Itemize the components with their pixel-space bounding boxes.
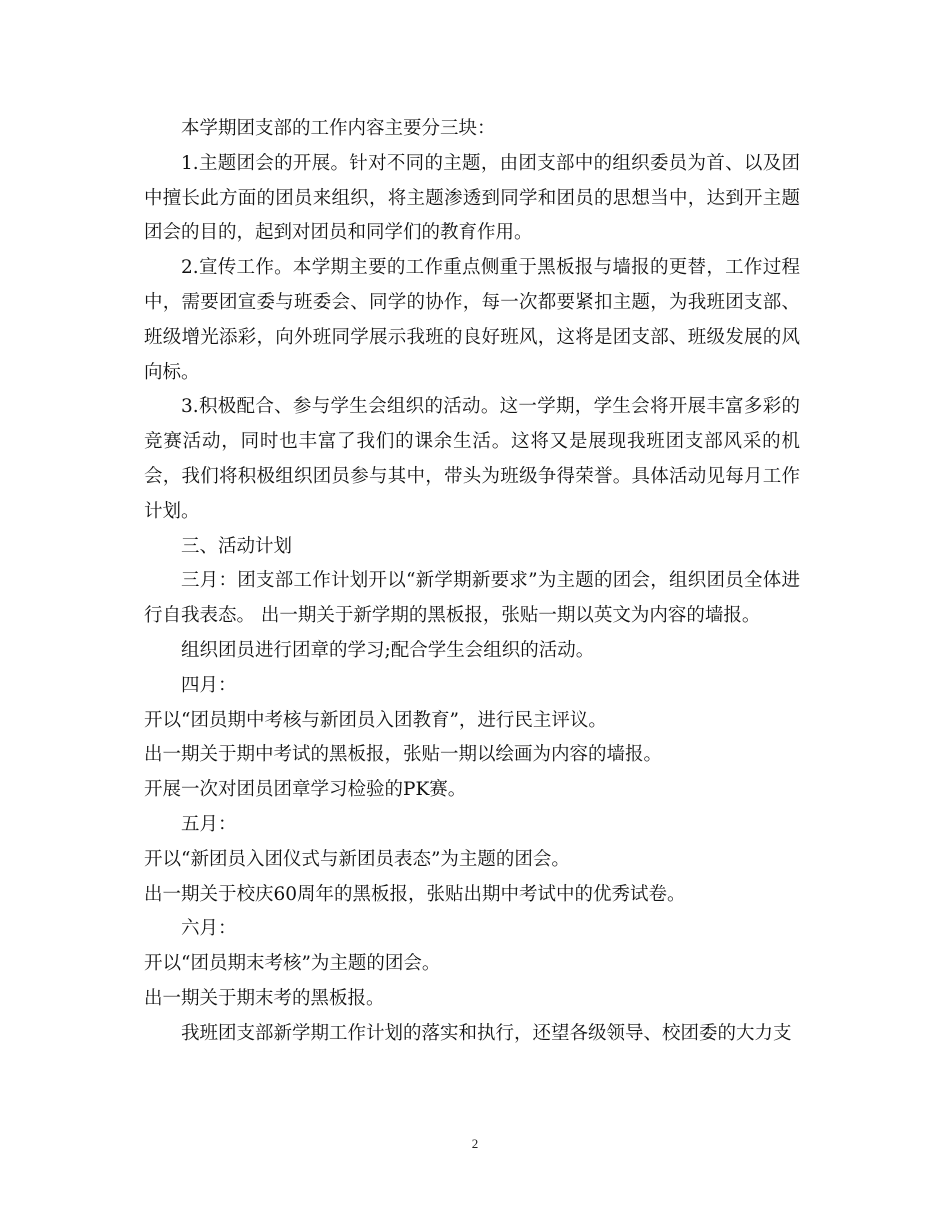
paragraph-june-1: 开以“团员期末考核”为主题的团会。 (144, 953, 441, 975)
paragraph-item-3: 3.积极配合、参与学生会组织的活动。这一学期，学生会将开展丰富多彩的竞赛活动，同时也丰富了我们的课余生活。这将又是展现我班团支部风采的机会，我们将积极组织团员参与其中，带头为班级争得荣誉。具体活动见每月工作计划。 (144, 396, 800, 522)
paragraph-april-2: 出一期关于期中考试的黑板报，张贴一期以绘画为内容的墙报。 (144, 744, 663, 766)
paragraph-closing: 我班团支部新学期工作计划的落实和执行，还望各级领导、校团委的大力支 (181, 1022, 792, 1044)
paragraph-item-1: 1.主题团会的开展。针对不同的主题，由团支部中的组织委员为首、以及团中擅长此方面的团员来组织，将主题渗透到同学和团员的思想当中，达到开主题团会的目的，起到对团员和同学们的教育作用。 (144, 152, 800, 244)
paragraph-intro: 本学期团支部的工作内容主要分三块： (181, 118, 496, 139)
paragraph-march: 三月：团支部工作计划开以“新学期新要求”为主题的团会，组织团员全体进行自我表态。 出一期关于新学期的黑板报，张贴一期以英文为内容的墙报。 (144, 570, 800, 627)
paragraph-march-extra: 组织团员进行团章的学习;配合学生会组织的活动。 (181, 639, 595, 661)
month-heading-may: 五月： (181, 813, 237, 835)
paragraph-june-2: 出一期关于期末考的黑板报。 (144, 987, 385, 1009)
paragraph-may-2: 出一期关于校庆60周年的黑板报，张贴出期中考试中的优秀试卷。 (144, 883, 686, 905)
month-heading-june: 六月： (181, 918, 237, 940)
paragraph-april-3: 开展一次对团员团章学习检验的PK赛。 (144, 779, 467, 801)
paragraph-may-1: 开以“新团员入团仪式与新团员表态”为主题的团会。 (144, 848, 570, 870)
section-heading: 三、活动计划 (181, 535, 293, 557)
paragraph-item-2: 2.宣传工作。本学期主要的工作重点侧重于黑板报与墙报的更替，工作过程中，需要团宣委与班委会、同学的协作，每一次都要紧扣主题，为我班团支部、班级增光添彩，向外班同学展示我班的良好班风，这将是团支部、班级发展的风向标。 (144, 257, 800, 383)
document-body (144, 112, 800, 1052)
paragraph-april-1: 开以“团员期中考核与新团员入团教育”，进行民主评议。 (144, 709, 607, 731)
page-number: 2 (471, 1136, 479, 1151)
month-heading-april: 四月： (181, 674, 237, 696)
